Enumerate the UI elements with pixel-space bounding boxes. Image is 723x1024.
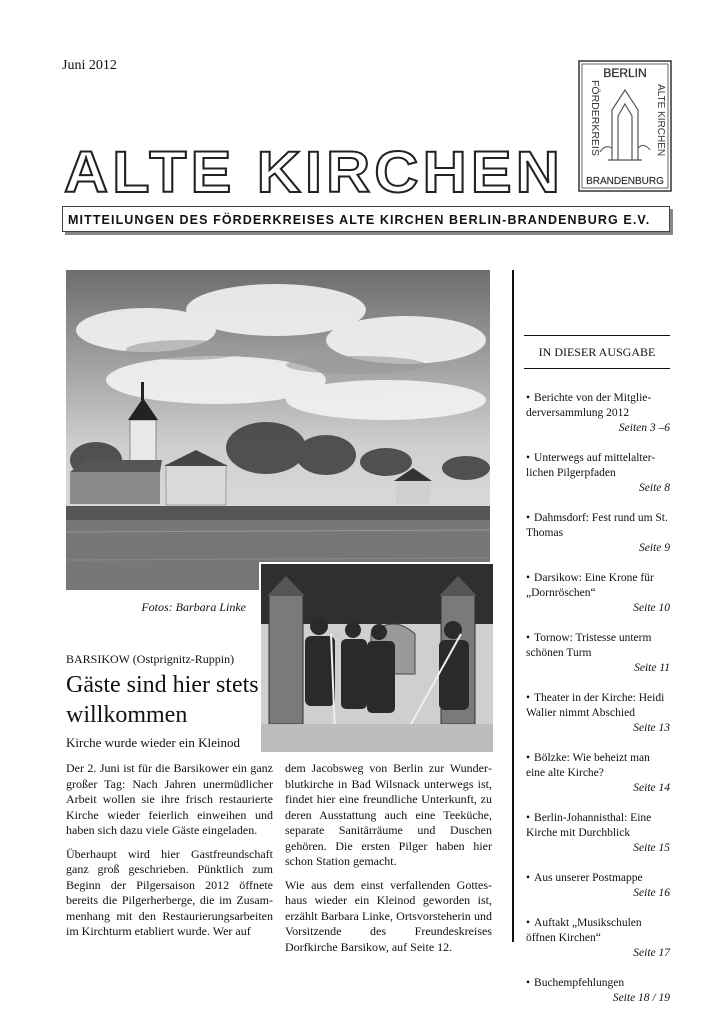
- toc-item-text: Auftakt „Musikschulen öffnen Kirchen“: [526, 917, 642, 944]
- toc-item[interactable]: [524, 871, 670, 901]
- bullet-icon: •: [526, 977, 531, 989]
- photo-caption: Fotos: Barbara Linke: [141, 600, 246, 614]
- bullet-icon: •: [526, 917, 531, 929]
- article-subheadline: Kirche wurde wieder ein Kleinod: [66, 735, 240, 750]
- toc-item[interactable]: [524, 916, 670, 961]
- bullet-icon: •: [526, 452, 531, 464]
- toc-item[interactable]: [524, 811, 670, 856]
- bullet-icon: •: [526, 872, 531, 884]
- toc-item-text: Berichte von der Mitgliederversammlung 2012: [526, 392, 652, 419]
- bullet-icon: •: [526, 692, 531, 704]
- bullet-icon: •: [526, 572, 531, 584]
- logo-left-text: FÖRDERKREIS: [589, 80, 601, 156]
- toc-item[interactable]: [524, 691, 670, 736]
- toc-item-page: Seiten 3 –6: [618, 422, 670, 434]
- toc-item-text: Berlin-Johannisthal: Eine Kirche mit Durchblick: [526, 812, 652, 839]
- toc-item-text: Dahmsdorf: Fest rund um St. Thomas: [526, 512, 668, 539]
- toc-item[interactable]: [524, 751, 670, 796]
- article-column-1: [66, 761, 273, 948]
- toc-item-text: Buchempfehlungen: [534, 977, 625, 989]
- article-paragraph: Wie aus dem einst verfallenden Gotteshaus wieder ein Kleinod geworden ist, erzählt Barbara Linke, Ortsvorsteherin und Vorsitzende des Freundeskreises Dorfkirche Barsikow, auf Seite 12.: [285, 877, 492, 954]
- foerderkreis-logo: [578, 60, 672, 192]
- article-paragraph: Der 2. Juni ist für die Barsikower ein ganz großer Tag: Nach Jahren unermüdlicher Arbeit wollen sie ihre frisch restaurierte Kirche wieder feierlich einweihen und haben sich dazu viele Gäste eingeladen.: [66, 761, 273, 837]
- toc-list: [524, 391, 670, 1006]
- toc-item-page: Seite 9: [639, 542, 670, 554]
- toc-item[interactable]: [524, 511, 670, 556]
- logo-bottom-text: BRANDENBURG: [586, 176, 664, 187]
- table-of-contents: [524, 335, 670, 1021]
- toc-item[interactable]: [524, 451, 670, 496]
- toc-item-text: Darsikow: Eine Krone für „Dornröschen“: [526, 572, 654, 599]
- toc-item-page: Seite 17: [633, 947, 670, 959]
- toc-item[interactable]: [524, 976, 670, 1006]
- bullet-icon: •: [526, 632, 531, 644]
- logo-top-text: BERLIN: [603, 66, 647, 80]
- church-landscape-photo: [66, 270, 490, 590]
- toc-item-page: Seite 15: [633, 842, 670, 854]
- toc-item-page: Seite 10: [633, 602, 670, 614]
- masthead-title: [62, 140, 572, 200]
- bullet-icon: •: [526, 392, 531, 404]
- column-divider: [512, 270, 514, 942]
- logo-right-text: ALTE KIRCHEN: [655, 84, 666, 157]
- toc-item-page: Seite 18 / 19: [612, 992, 670, 1004]
- toc-item[interactable]: [524, 571, 670, 616]
- bullet-icon: •: [526, 812, 531, 824]
- masthead-text: ALTE KIRCHEN: [64, 140, 564, 200]
- article-region: BARSIKOW (Ostprignitz-Ruppin): [66, 652, 235, 666]
- toc-item-page: Seite 14: [633, 782, 670, 794]
- pilgrims-photo: [259, 562, 495, 754]
- toc-item-page: Seite 13: [633, 722, 670, 734]
- article-headline: Gäste sind hier stets willkommen: [66, 672, 259, 728]
- toc-item-text: Aus unserer Postmappe: [534, 872, 643, 884]
- toc-item[interactable]: [524, 631, 670, 676]
- toc-item-text: Theater in der Kirche: Heidi Walier nimmt Abschied: [526, 692, 665, 719]
- bullet-icon: •: [526, 512, 531, 524]
- toc-item-page: Seite 11: [634, 662, 670, 674]
- toc-heading: IN DIESER AUSGABE: [524, 335, 670, 369]
- subtitle-banner: MITTEILUNGEN DES FÖRDERKREISES ALTE KIRCHEN BERLIN-BRANDENBURG E.V.: [62, 206, 670, 232]
- article-paragraph: dem Jacobsweg von Berlin zur Wunderblutkirche in Bad Wilsnack unterwegs ist, findet hier eine freundliche Unterkunft, zu deren Ausstattung auch eine Teeküche, separate Sanitärräume und Duschen gehören. Die ersten Pilger haben hier schon Station gemacht.: [285, 761, 492, 868]
- bullet-icon: •: [526, 752, 531, 764]
- article-paragraph: Überhaupt wird hier Gastfreundschaft ganz groß geschrieben. Pünktlich zum Beginn der Pilgersaison 2012 öffnete bereits die Pilgerherberge, die im Zusammenhang mit den Restaurierungsarbeiten im Kirchturm etabliert wurde. Wer auf: [66, 846, 273, 938]
- toc-item-page: Seite 8: [639, 482, 670, 494]
- toc-item-page: Seite 16: [633, 887, 670, 899]
- toc-item-text: Unterwegs auf mittelalterlichen Pilgerpfaden: [526, 452, 656, 479]
- toc-item-text: Tornow: Tristesse unterm schönen Turm: [526, 632, 652, 659]
- article-column-2: [285, 761, 492, 963]
- issue-date: Juni 2012: [62, 58, 117, 73]
- toc-item[interactable]: [524, 391, 670, 436]
- toc-item-text: Bölzke: Wie beheizt man eine alte Kirche?: [526, 752, 650, 779]
